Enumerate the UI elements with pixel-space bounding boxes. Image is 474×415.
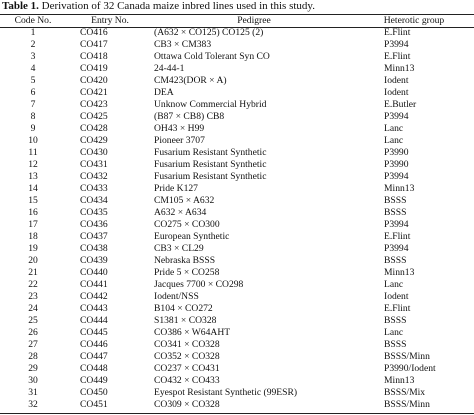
- cell-pedigree: Pride 5 × CO258: [154, 267, 220, 278]
- cell-heterotic-group: Iodent: [384, 291, 409, 302]
- cell-heterotic-group: Minn13: [384, 375, 415, 386]
- table-row: [0, 111, 474, 123]
- cell-code-no: 28: [28, 351, 38, 362]
- table-row: [0, 99, 474, 111]
- cell-pedigree: Eyespot Resistant Synthetic (99ESR): [154, 387, 298, 398]
- table-row: [0, 51, 474, 63]
- cell-code-no: 7: [30, 99, 36, 110]
- cell-entry-no: CO441: [80, 279, 108, 290]
- cell-code-no: 17: [28, 219, 38, 230]
- cell-pedigree: B104 × CO272: [154, 303, 213, 314]
- cell-code-no: 11: [28, 147, 38, 158]
- header-heterotic-group: Heterotic group: [383, 15, 445, 26]
- cell-pedigree: Ottawa Cold Tolerant Syn CO: [154, 51, 270, 62]
- cell-heterotic-group: Minn13: [384, 183, 415, 194]
- cell-code-no: 4: [30, 63, 36, 74]
- cell-entry-no: CO421: [80, 87, 108, 98]
- table-row: [0, 27, 474, 39]
- cell-pedigree: 24-44-1: [154, 63, 185, 74]
- cell-heterotic-group: P3990/Iodent: [384, 363, 436, 374]
- cell-heterotic-group: BSSS: [384, 195, 407, 206]
- cell-pedigree: CO386 × W64AHT: [154, 327, 231, 338]
- cell-entry-no: CO417: [80, 39, 108, 50]
- cell-heterotic-group: E.Butler: [384, 99, 417, 110]
- cell-heterotic-group: Lanc: [384, 123, 404, 134]
- inbred-lines-table: [0, 14, 474, 411]
- cell-code-no: 26: [28, 327, 38, 338]
- cell-code-no: 18: [28, 231, 38, 242]
- cell-heterotic-group: BSSS: [384, 339, 407, 350]
- cell-entry-no: CO423: [80, 99, 108, 110]
- cell-heterotic-group: BSSS/Minn: [384, 351, 430, 362]
- cell-heterotic-group: BSSS: [384, 255, 407, 266]
- cell-pedigree: Pride K127: [154, 183, 198, 194]
- table-row: [0, 303, 474, 315]
- table-row: [0, 279, 474, 291]
- table-row: [0, 315, 474, 327]
- table-row: [0, 339, 474, 351]
- cell-heterotic-group: P3994: [384, 39, 409, 50]
- table-row: [0, 135, 474, 147]
- cell-entry-no: CO443: [80, 303, 108, 314]
- table-row: [0, 195, 474, 207]
- cell-code-no: 9: [30, 123, 36, 134]
- cell-code-no: 8: [30, 111, 36, 122]
- cell-pedigree: Fusarium Resistant Synthetic: [154, 147, 267, 158]
- cell-heterotic-group: BSSS/Mix: [384, 387, 426, 398]
- cell-pedigree: S1381 × CO328: [154, 315, 217, 326]
- cell-entry-no: CO438: [80, 243, 108, 254]
- cell-entry-no: CO432: [80, 171, 108, 182]
- cell-entry-no: CO444: [80, 315, 108, 326]
- cell-code-no: 31: [28, 387, 38, 398]
- cell-pedigree: (A632 × CO125) CO125 (2): [154, 27, 264, 38]
- cell-heterotic-group: P3994: [384, 171, 409, 182]
- cell-entry-no: CO428: [80, 123, 108, 134]
- cell-entry-no: CO434: [80, 195, 108, 206]
- table-caption: [2, 0, 315, 13]
- cell-code-no: 21: [28, 267, 38, 278]
- cell-pedigree: Fusarium Resistant Synthetic: [154, 171, 267, 182]
- cell-entry-no: CO451: [80, 399, 108, 410]
- table-row: [0, 267, 474, 279]
- table-row: [0, 147, 474, 159]
- table-row: [0, 123, 474, 135]
- cell-pedigree: OH43 × H99: [154, 123, 205, 134]
- cell-code-no: 15: [28, 195, 38, 206]
- cell-pedigree: CO275 × CO300: [154, 219, 220, 230]
- cell-pedigree: CO352 × CO328: [154, 351, 220, 362]
- table-row: [0, 255, 474, 267]
- cell-heterotic-group: Lanc: [384, 279, 404, 290]
- cell-entry-no: CO448: [80, 363, 108, 374]
- cell-heterotic-group: E.Flint: [384, 27, 411, 38]
- table-row: [0, 363, 474, 375]
- cell-heterotic-group: E.Flint: [384, 51, 411, 62]
- cell-pedigree: CM105 × A632: [154, 195, 215, 206]
- cell-entry-no: CO429: [80, 135, 108, 146]
- cell-entry-no: CO445: [80, 327, 108, 338]
- cell-code-no: 25: [28, 315, 38, 326]
- cell-heterotic-group: P3994: [384, 111, 409, 122]
- cell-entry-no: CO447: [80, 351, 108, 362]
- table-row: [0, 171, 474, 183]
- header-entry-no: Entry No.: [91, 15, 129, 26]
- cell-code-no: 19: [28, 243, 38, 254]
- cell-pedigree: (B87 × CB8) CB8: [154, 111, 225, 122]
- cell-entry-no: CO449: [80, 375, 108, 386]
- table-row: [0, 351, 474, 363]
- cell-code-no: 6: [30, 87, 36, 98]
- cell-code-no: 3: [30, 51, 36, 62]
- cell-heterotic-group: Iodent: [384, 87, 409, 98]
- cell-code-no: 13: [28, 171, 38, 182]
- cell-entry-no: CO418: [80, 51, 108, 62]
- table-row: [0, 87, 474, 99]
- cell-pedigree: CO432 × CO433: [154, 375, 220, 386]
- table-row: [0, 231, 474, 243]
- table-row: [0, 327, 474, 339]
- table-row: [0, 63, 474, 75]
- cell-heterotic-group: P3994: [384, 243, 409, 254]
- header-pedigree: Pedigree: [237, 15, 271, 26]
- table-row: [0, 375, 474, 387]
- cell-heterotic-group: Minn13: [384, 63, 415, 74]
- cell-entry-no: CO439: [80, 255, 108, 266]
- cell-code-no: 16: [28, 207, 38, 218]
- cell-entry-no: CO440: [80, 267, 108, 278]
- cell-pedigree: European Synthetic: [154, 231, 230, 242]
- cell-pedigree: CO237 × CO431: [154, 363, 220, 374]
- table-row: [0, 183, 474, 195]
- table-row: [0, 291, 474, 303]
- table-row: [0, 243, 474, 255]
- cell-code-no: 27: [28, 339, 38, 350]
- cell-heterotic-group: P3990: [384, 159, 409, 170]
- cell-code-no: 30: [28, 375, 38, 386]
- cell-pedigree: Pioneer 3707: [154, 135, 205, 146]
- table-row: [0, 75, 474, 87]
- cell-code-no: 22: [28, 279, 38, 290]
- cell-pedigree: Jacques 7700 × CO298: [154, 279, 244, 290]
- table-row: [0, 387, 474, 399]
- cell-entry-no: CO433: [80, 183, 108, 194]
- cell-heterotic-group: Minn13: [384, 267, 415, 278]
- cell-pedigree: CB3 × CM383: [154, 39, 212, 50]
- cell-heterotic-group: E.Flint: [384, 231, 411, 242]
- header-code-no: Code No.: [14, 15, 52, 26]
- table-bottom-rule: [0, 413, 474, 414]
- cell-code-no: 23: [28, 291, 38, 302]
- cell-heterotic-group: E.Flint: [384, 303, 411, 314]
- caption-label: Table 1.: [2, 0, 39, 12]
- cell-heterotic-group: BSSS/Minn: [384, 399, 430, 410]
- cell-entry-no: CO425: [80, 111, 108, 122]
- cell-entry-no: CO450: [80, 387, 108, 398]
- table-header-row: [0, 14, 474, 27]
- cell-pedigree: A632 × A634: [154, 207, 207, 218]
- cell-code-no: 24: [28, 303, 38, 314]
- cell-code-no: 2: [30, 39, 36, 50]
- cell-entry-no: CO420: [80, 75, 108, 86]
- cell-entry-no: CO437: [80, 231, 108, 242]
- cell-heterotic-group: P3990: [384, 147, 409, 158]
- cell-entry-no: CO419: [80, 63, 108, 74]
- cell-pedigree: CO309 × CO328: [154, 399, 220, 410]
- cell-pedigree: Nebraska BSSS: [154, 255, 216, 266]
- table-row: [0, 399, 474, 411]
- table-row: [0, 159, 474, 171]
- cell-code-no: 12: [28, 159, 38, 170]
- table-row: [0, 219, 474, 231]
- cell-entry-no: CO431: [80, 159, 108, 170]
- cell-entry-no: CO436: [80, 219, 108, 230]
- cell-code-no: 1: [30, 27, 36, 38]
- cell-entry-no: CO435: [80, 207, 108, 218]
- caption-text: Derivation of 32 Canada maize inbred lines used in this study.: [41, 0, 315, 12]
- cell-pedigree: CM423(DOR × A): [154, 75, 227, 86]
- cell-code-no: 5: [30, 75, 36, 86]
- cell-heterotic-group: Iodent: [384, 75, 409, 86]
- cell-entry-no: CO446: [80, 339, 108, 350]
- cell-code-no: 10: [28, 135, 38, 146]
- cell-pedigree: DEA: [154, 87, 174, 98]
- cell-pedigree: Fusarium Resistant Synthetic: [154, 159, 267, 170]
- cell-heterotic-group: Lanc: [384, 327, 404, 338]
- cell-code-no: 14: [28, 183, 38, 194]
- cell-pedigree: CO341 × CO328: [154, 339, 220, 350]
- cell-code-no: 29: [28, 363, 38, 374]
- cell-heterotic-group: Lanc: [384, 135, 404, 146]
- table-row: [0, 207, 474, 219]
- cell-code-no: 20: [28, 255, 38, 266]
- cell-pedigree: Unknow Commercial Hybrid: [154, 99, 267, 110]
- cell-heterotic-group: P3994: [384, 219, 409, 230]
- cell-code-no: 32: [28, 399, 38, 410]
- cell-pedigree: CB3 × CL29: [154, 243, 204, 254]
- cell-entry-no: CO416: [80, 27, 108, 38]
- cell-pedigree: Iodent/NSS: [154, 291, 199, 302]
- cell-entry-no: CO430: [80, 147, 108, 158]
- table-row: [0, 39, 474, 51]
- cell-entry-no: CO442: [80, 291, 108, 302]
- cell-heterotic-group: BSSS: [384, 315, 407, 326]
- cell-heterotic-group: BSSS: [384, 207, 407, 218]
